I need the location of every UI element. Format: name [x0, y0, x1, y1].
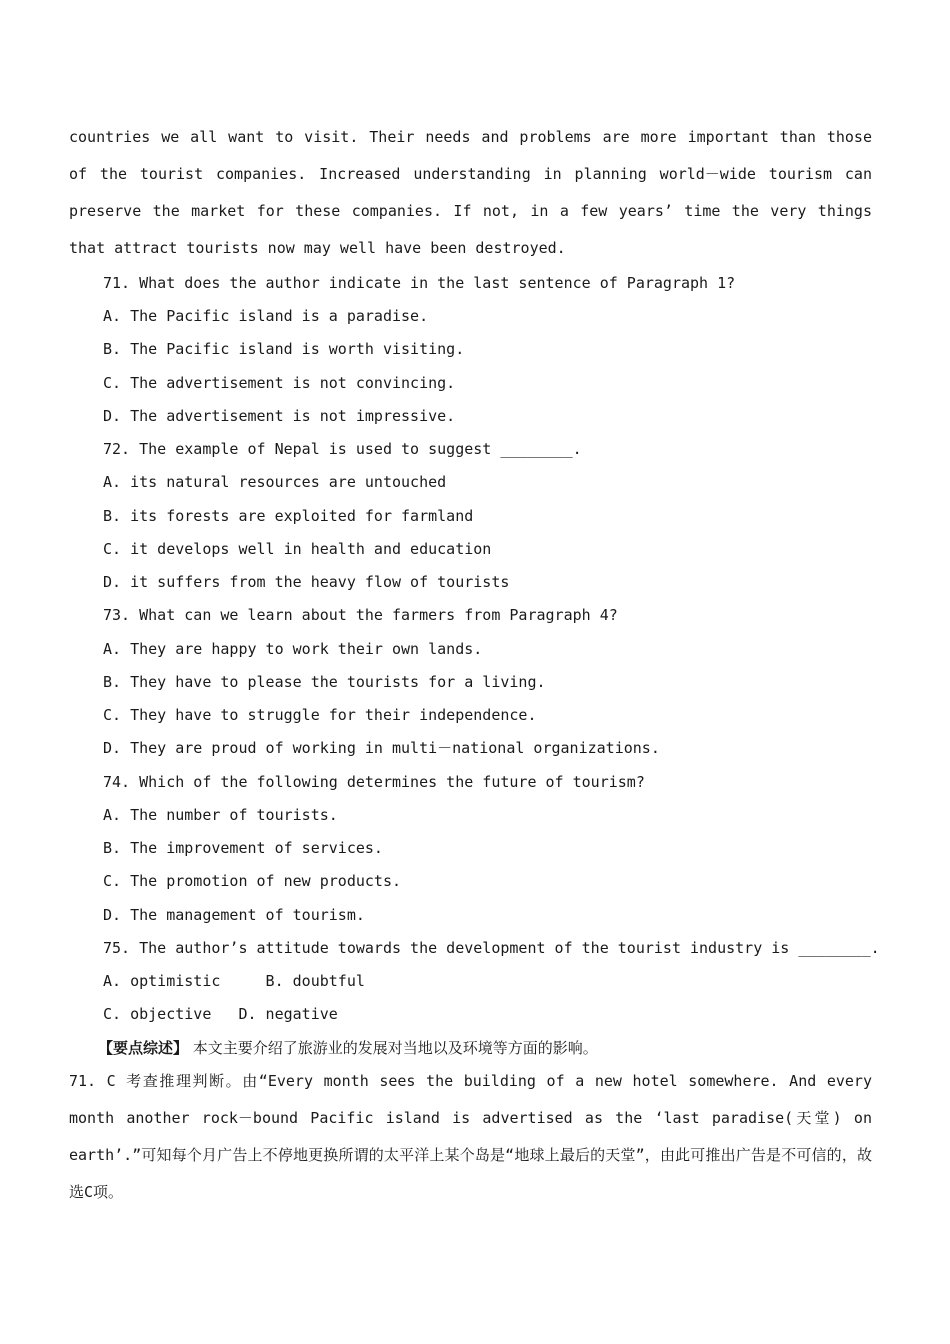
question-71-option-a: A. The Pacific island is a paradise. — [103, 307, 429, 325]
question-73-option-a: A. They are happy to work their own lands. — [103, 640, 483, 658]
question-75-stem: 75. The author’s attitude towards the development of the tourist industry is ________. — [103, 939, 880, 957]
summary-label: 【要点综述】 — [98, 1039, 189, 1057]
question-71-stem: 71. What does the author indicate in the last sentence of Paragraph 1? — [103, 274, 736, 292]
answer-71-explanation: 71. C 考查推理判断。由“Every month sees the building of a new hotel somewhere. And every month another rock－bound Pacific island is advertised as the ‘last paradise(天堂) on earth’.”可知每个月广告上不停地更换所谓的太平洋上某个岛是“地球上最后的天堂”，由此可推出广告是不可信的，故选C项。 — [69, 1072, 872, 1201]
question-72-option-b: B. its forests are exploited for farmland — [103, 507, 474, 525]
question-73-stem: 73. What can we learn about the farmers from Paragraph 4? — [103, 606, 618, 624]
summary-text: 本文主要介绍了旅游业的发展对当地以及环境等方面的影响。 — [188, 1039, 598, 1057]
question-74-option-c: C. The promotion of new products. — [103, 872, 402, 890]
passage-paragraph: countries we all want to visit. Their needs and problems are more important than those of the tourist companies. Increased understanding in planning world－wide tourism can preserve the market for these companies. If not, in a few years’ time the very things that attract tourists now may well have been destroyed. — [69, 128, 872, 257]
question-72-option-c: C. it develops well in health and education — [103, 540, 492, 558]
question-75-options-cd: C. objective D. negative — [103, 1005, 338, 1023]
question-74-stem: 74. Which of the following determines the future of tourism? — [103, 773, 645, 791]
question-73-option-d: D. They are proud of working in multi－national organizations. — [103, 739, 660, 757]
question-73-option-c: C. They have to struggle for their independence. — [103, 706, 537, 724]
question-74-option-d: D. The management of tourism. — [103, 906, 365, 924]
question-73-option-b: B. They have to please the tourists for a living. — [103, 673, 546, 691]
question-71-option-d: D. The advertisement is not impressive. — [103, 407, 456, 425]
question-74-option-a: A. The number of tourists. — [103, 806, 338, 824]
question-75-options-ab: A. optimistic B. doubtful — [103, 972, 365, 990]
question-72-stem: 72. The example of Nepal is used to suggest ________. — [103, 440, 582, 458]
question-72-option-a: A. its natural resources are untouched — [103, 473, 447, 491]
question-71-option-c: C. The advertisement is not convincing. — [103, 374, 456, 392]
question-74-option-b: B. The improvement of services. — [103, 839, 383, 857]
summary-line — [98, 1038, 598, 1058]
question-72-option-d: D. it suffers from the heavy flow of tourists — [103, 573, 510, 591]
question-71-option-b: B. The Pacific island is worth visiting. — [103, 340, 465, 358]
